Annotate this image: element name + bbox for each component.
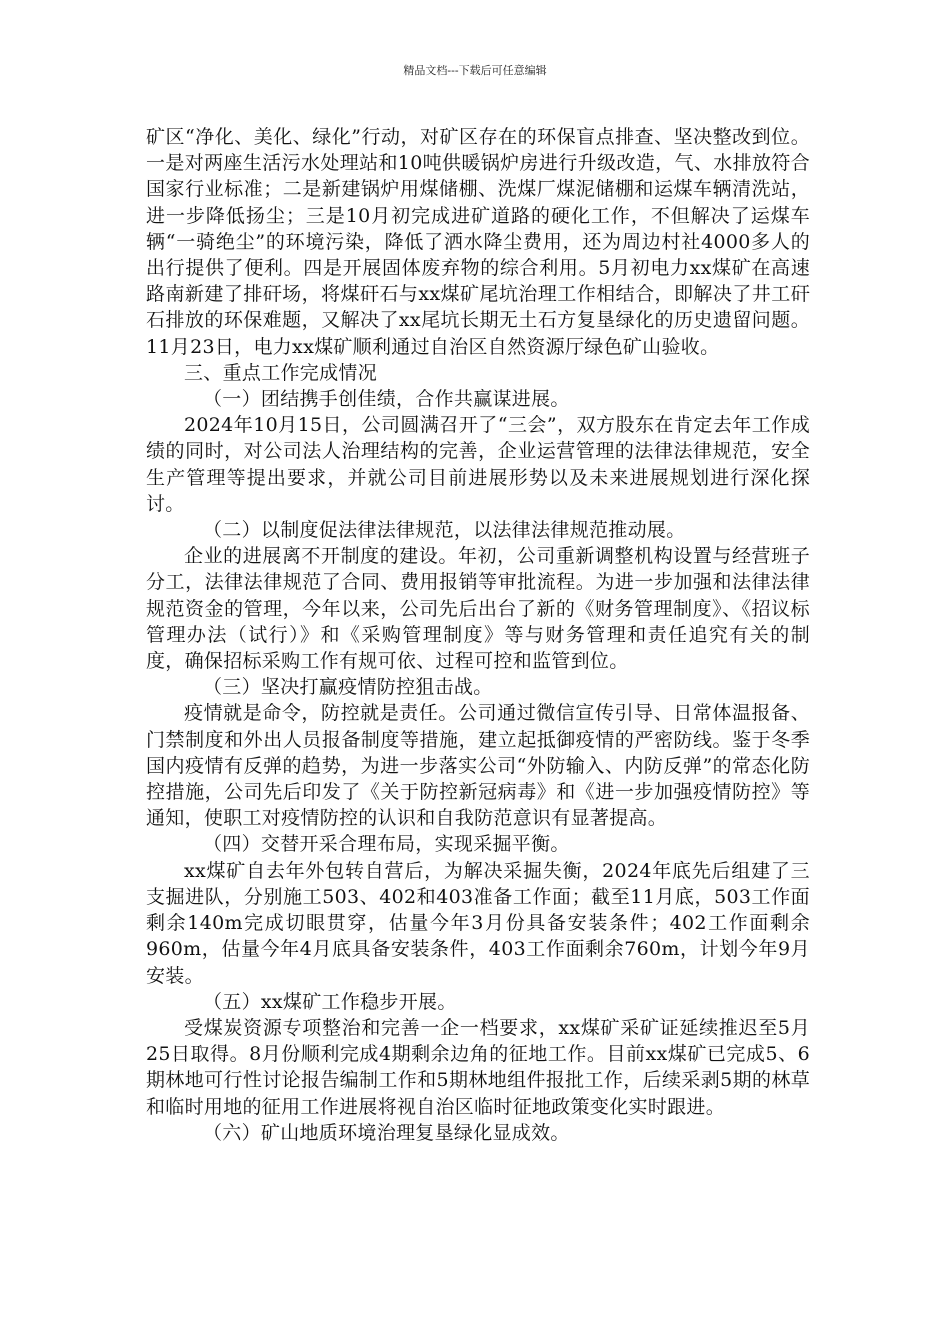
document-body <box>146 124 810 1146</box>
subheading-5: （五）xx煤矿工作稳步开展。 <box>203 990 457 1013</box>
subheading-3: （三）坚决打赢疫情防控狙击战。 <box>203 676 493 699</box>
subheading-4: （四）交替开采合理布局，实现采掘平衡。 <box>203 833 570 856</box>
paragraph-institution-building: 企业的进展离不开制度的建设。年初，公司重新调整机构设置与经营班子分工，法律法律规范了合同、费用报销等审批流程。为进一步加强和法律法律规范资金的管理，今年以来，公司先后出台了新的《财务管理制度》、《招议标管理办法（试行）》和《采购管理制度》等与财务管理和责任追究有关的制度，确保招标采购工作有规可依、过程可控和监管到位。 <box>146 545 810 673</box>
paragraph-mining-balance: xx煤矿自去年外包转自营后，为解决采掘失衡，2024年底先后组建了三支掘进队，分别施工503、402和403准备工作面；截至11月底，503工作面剩余140m完成切眼贯穿，估量今年3月份具备安装条件；402工作面剩余960m，估量今年4月底具备安装条件，403工作面剩余760m，计划今年9月安装。 <box>146 859 810 987</box>
subheading-2: （二）以制度促法律法律规范，以法律法律规范推动展。 <box>203 519 686 542</box>
paragraph-shareholders-meeting: 2024年10月15日，公司圆满召开了“三会”，双方股东在肯定去年工作成绩的同时，对公司法人治理结构的完善，企业运营管理的法律法律规范，安全生产管理等提出要求，并就公司目前进展形势以及未来进展规划进行深化探讨。 <box>146 414 810 515</box>
paragraph-coal-mine-progress: 受煤炭资源专项整治和完善一企一档要求，xx煤矿采矿证延续推迟至5月25日取得。8月份顺利完成4期剩余边角的征地工作。目前xx煤矿已完成5、6期林地可行性讨论报告编制工作和5期林地组件报批工作，后续采剥5期的林草和临时用地的征用工作进展将视自治区临时征地政策变化实时跟进。 <box>146 1016 810 1118</box>
paragraph-green-mine: 矿区“净化、美化、绿化”行动，对矿区存在的环保盲点排查、坚决整改到位。一是对两座生活污水处理站和10吨供暖锅炉房进行升级改造，气、水排放符合国家行业标准；二是新建锅炉用煤储棚、洗煤厂煤泥储棚和运煤车辆清洗站，进一步降低扬尘；三是10月初完成进矿道路的硬化工作，不但解决了运煤车辆“一骑绝尘”的环境污染，降低了洒水降尘费用，还为周边村社4000多人的出行提供了便利。四是开展固体废弃物的综合利用。5月初电力xx煤矿在高速路南新建了排矸场，将煤矸石与xx煤矿尾坑治理工作相结合，即解决了井工矸石排放的环保难题，又解决了xx尾坑长期无土石方复垦绿化的历史遗留问题。11月23日，电力xx煤矿顺利通过自治区自然资源厅绿色矿山验收。 <box>146 126 810 358</box>
subheading-1: （一）团结携手创佳绩，合作共赢谋进展。 <box>203 388 570 411</box>
paragraph-epidemic-control: 疫情就是命令，防控就是责任。公司通过微信宣传引导、日常体温报备、门禁制度和外出人员报备制度等措施，建立起抵御疫情的严密防线。鉴于冬季国内疫情有反弹的趋势，为进一步落实公司“外防输入、内防反弹”的常态化防控措施，公司先后印发了《关于防控新冠病毒》和《进一步加强疫情防控》等通知，使职工对疫情防控的认识和自我防范意识有显著提高。 <box>146 702 810 830</box>
section-heading-3: 三、重点工作完成情况 <box>184 361 378 384</box>
page-header: 精品文档---下载后可任意编辑 <box>403 64 547 77</box>
subheading-6: （六）矿山地质环境治理复垦绿化显成效。 <box>203 1121 570 1144</box>
